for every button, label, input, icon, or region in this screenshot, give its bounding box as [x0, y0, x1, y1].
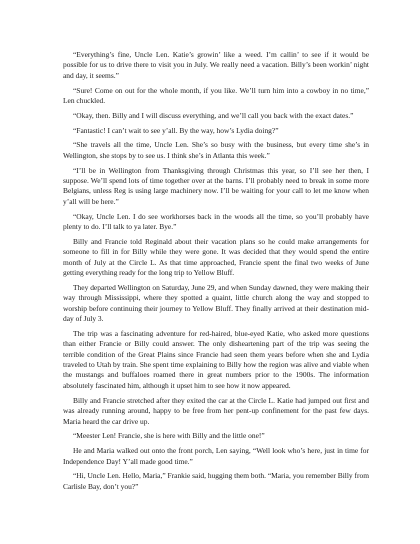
paragraph: “Okay, then. Billy and I will discuss everything, and we’ll call you back with the exact dates.”	[73, 110, 354, 120]
paragraph: “I’ll be in Wellington from Thanksgiving through Christmas this year, so I’ll see her then, I suppose. We’ll spend lots of time together over at the barns. I’ll probably need to break in some more Belgians, unless Reg is using large machinery now. I’ll be waiting for your call to let me know when y’all will be here.”	[63, 165, 369, 206]
paragraph: They departed Wellington on Saturday, June 29, and when Sunday dawned, they were making their way through Mississippi, where they spotted a quaint, little church along the way and stopped to worship before continuing their journey to Yellow Bluff. They finally arrived at their destination mid-day of July 3.	[63, 282, 369, 324]
paragraph: The trip was a fascinating adventure for red-haired, blue-eyed Katie, who asked more questions than either Francie or Billy could answer. The only disheartening part of the trip was seeing the terrible condition of the Great Plains since Francie had seen them years before when she and Lydia traveled to Utah by train. She spent time explaining to Billy how the region was alive and viable when the mustangs and buffaloes roamed there in great numbers prior to the 1900s. The information absolutely fascinated him, although it upset him to see how it now appeared.	[63, 328, 369, 390]
paragraph: “Sure! Come on out for the whole month, if you like. We’ll turn him into a cowboy in no time,” Len chuckled.	[63, 85, 369, 106]
paragraph: Billy and Francie stretched after they exited the car at the Circle L. Katie had jumped out first and was already running around, happy to be free from her pent-up confinement for the past few days. Maria heard the car drive up.	[63, 395, 369, 426]
paragraph: Billy and Francie told Reginald about their vacation plans so he could make arrangements for someone to fill in for Billy while they were gone. It was decided that they would spend the entire month of July at the Circle L. As that time approached, Francie spent the final two weeks of June getting everything ready for the long trip to Yellow Bluff.	[63, 236, 369, 278]
paragraph: “She travels all the time, Uncle Len. She’s so busy with the business, but every time she’s in Wellington, she stops by to see us. I think she’s in Atlanta this week.”	[63, 140, 369, 160]
paragraph: “Everything’s fine, Uncle Len. Katie’s growin’ like a weed. I’m callin’ to see if it would be possible for us to drive there to visit you in July. We really need a vacation. Billy’s been workin’ night and day, it seems.”	[63, 50, 369, 80]
paragraph: He and Maria walked out onto the front porch, Len saying, “Well look who’s here, just in time for Independence Day! Y’all made good time.”	[63, 446, 369, 466]
document-page	[63, 50, 369, 497]
paragraph: “Fantastic! I can’t wait to see y’all. By the way, how’s Lydia doing?”	[73, 125, 279, 135]
paragraph: “Okay, Uncle Len. I do see workhorses back in the woods all the time, so you’ll probably have plenty to do. I’ll talk to ya later. Bye.”	[63, 211, 369, 232]
paragraph: “Meester Len! Francie, she is here with Billy and the little one!”	[73, 431, 265, 441]
paragraph: “Hi, Uncle Len. Hello, Maria,” Frankie said, hugging them both. “Maria, you remember Billy from Carlisle Bay, don’t you?”	[63, 471, 369, 491]
